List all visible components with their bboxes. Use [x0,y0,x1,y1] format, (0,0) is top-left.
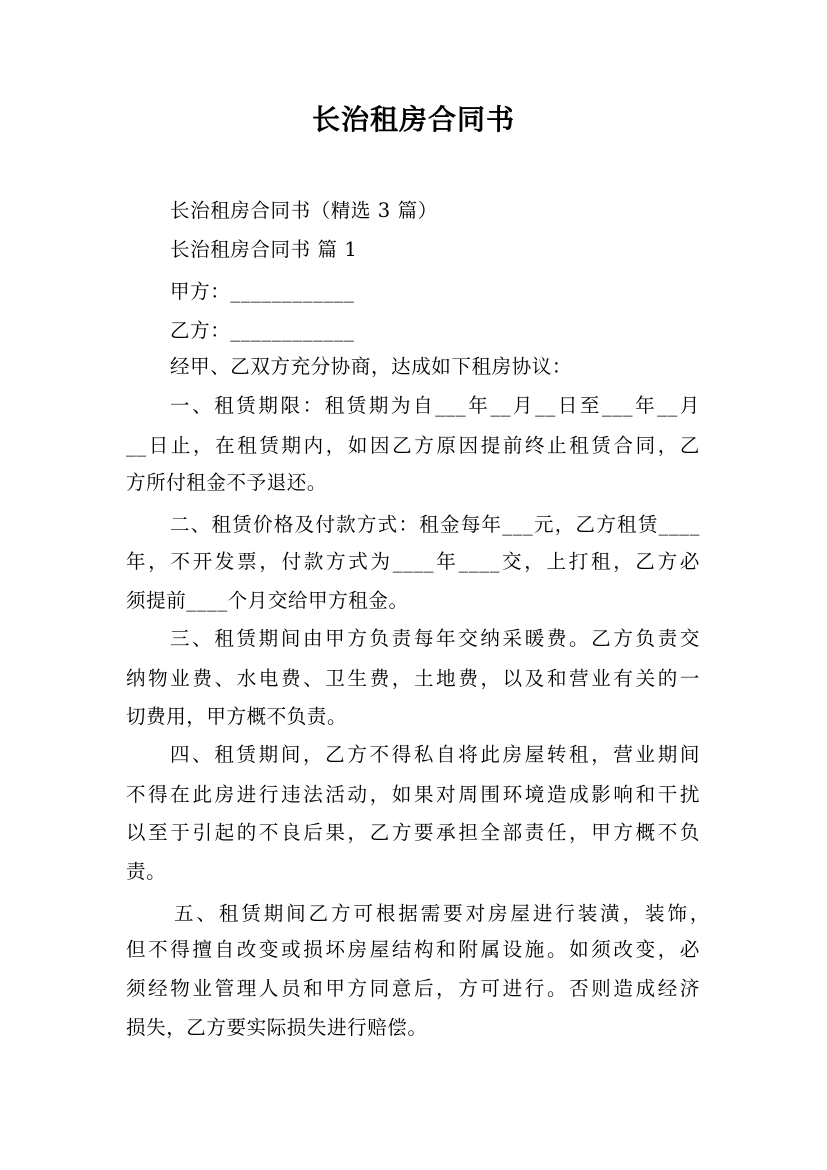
clause-4-line-1: 四、租赁期间，乙方不得私自将此房屋转租，营业期间 [170,743,700,766]
party-b-line: 乙方：____________ [170,319,355,342]
clause-5-line-3: 须经物业管理人员和甲方同意后，方可进行。否则造成经济 [126,977,700,1000]
clause-1-line-2: __日止，在租赁期内，如因乙方原因提前终止租赁合同，乙 [126,434,700,457]
clause-1-line-1: 一、租赁期限：租赁期为自___年__月__日至___年__月 [170,394,700,417]
party-a-line: 甲方：____________ [170,280,355,303]
clause-4-line-4: 责。 [126,860,167,883]
clause-5-line-1: 五、租赁期间乙方可根据需要对房屋进行装潢，装饰， [174,902,710,925]
clause-3-line-3: 切费用，甲方概不负责。 [126,705,348,728]
document-title: 长治租房合同书 [311,103,515,136]
clause-5-line-2: 但不得擅自改变或损坏房屋结构和附属设施。如须改变，必 [126,938,700,961]
clause-2-line-3: 须提前____个月交给甲方租金。 [126,589,409,612]
clause-3-line-1: 三、租赁期间由甲方负责每年交纳采暖费。乙方负责交 [170,627,700,650]
clause-5-line-4: 损失，乙方要实际损失进行赔偿。 [126,1016,428,1039]
clause-4-line-3: 以至于引起的不良后果，乙方要承担全部责任，甲方概不负 [126,821,700,844]
clause-2-line-1: 二、租赁价格及付款方式：租金每年___元，乙方租赁____ [170,513,700,536]
clause-4-line-2: 不得在此房进行违法活动，如果对周围环境造成影响和干扰 [126,783,700,806]
clause-1-line-3: 方所付租金不予退还。 [126,471,328,494]
clause-3-line-2: 纳物业费、水电费、卫生费，土地费，以及和营业有关的一 [126,667,700,690]
subtitle-part-1: 长治租房合同书 篇 1 [170,238,358,261]
subtitle-selected-3: 长治租房合同书（精选 3 篇） [170,199,438,222]
agreement-intro: 经甲、乙双方充分协商，达成如下租房协议： [170,355,573,378]
clause-2-line-2: 年，不开发票，付款方式为____年____交，上打租，乙方必 [126,550,700,573]
